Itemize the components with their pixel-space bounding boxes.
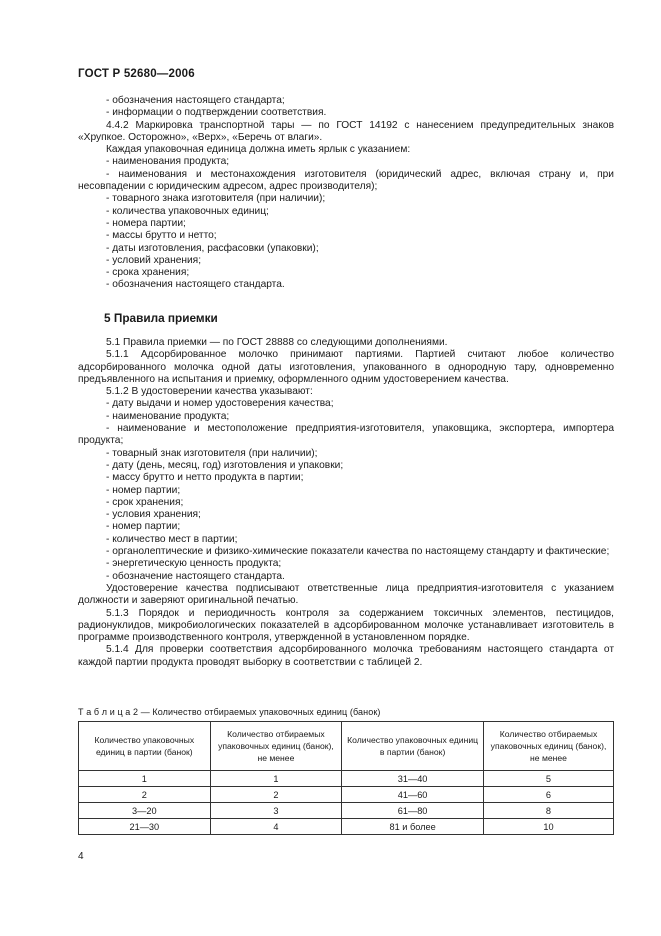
list-item: - товарного знака изготовителя (при наличии); (106, 193, 326, 205)
clause-5-1-2: 5.1.2 В удостоверении качества указывают: (106, 386, 313, 398)
acceptance-rules-block (78, 337, 614, 669)
table-cell: 1 (79, 771, 211, 787)
marking-block (78, 95, 614, 292)
table-caption: Т а б л и ц а 2 — Количество отбираемых упаковочных единиц (банок) (78, 707, 381, 717)
list-item: - обозначение настоящего стандарта. (106, 570, 285, 582)
table-row (79, 787, 614, 803)
table-cell: 2 (210, 787, 342, 803)
list-item: - срока хранения; (106, 267, 190, 279)
document-header: ГОСТ Р 52680—2006 (78, 68, 195, 80)
list-item: - наименование и местоположение предприятия-изготовителя, упаковщика, экспортера, импортера продукта; (78, 423, 614, 447)
list-item: - срок хранения; (106, 496, 184, 508)
column-header: Количество отбираемых упаковочных единиц (банок), не менее (210, 722, 342, 771)
page-number: 4 (78, 851, 84, 862)
list-item: - энергетическую ценность продукта; (106, 558, 282, 570)
table-cell: 5 (483, 771, 613, 787)
table-cell: 21—30 (79, 819, 211, 835)
table-cell: 41—60 (342, 787, 484, 803)
clause-5-1-1: 5.1.1 Адсорбированное молочко принимают партиями. Партией считают любое количество адсорбированного молочка одной даты изготовления, упакованного в однородную тару, одновременно предъявленного на испытания и приемку, оформленного одним удостоверением качества. (78, 349, 614, 385)
list-item: - номер партии; (106, 521, 181, 533)
list-item: - товарный знак изготовителя (при наличии); (106, 447, 318, 459)
list-item: - количества упаковочных единиц; (106, 205, 269, 217)
list-item: - дату выдачи и номер удостоверения качества; (106, 398, 334, 410)
table-row (79, 803, 614, 819)
list-item: - условий хранения; (106, 254, 202, 266)
column-header: Количество упаковочных единиц в партии (банок) (342, 722, 484, 771)
certificate-signing: Удостоверение качества подписывают ответственные лица предприятия-изготовителя с указанием должности и заверяют оригинальной печатью. (78, 582, 614, 607)
table-cell: 3—20 (79, 803, 211, 819)
sampling-table (78, 721, 614, 835)
list-item: - наименования продукта; (106, 156, 230, 168)
label-intro: Каждая упаковочная единица должна иметь ярлык с указанием: (106, 144, 411, 156)
table-cell: 81 и более (342, 819, 484, 835)
list-item: - обозначения настоящего стандарта; (106, 95, 285, 106)
table-cell: 10 (483, 819, 613, 835)
list-item: - номера партии; (106, 217, 186, 229)
list-item: - информации о подтверждении соответствия. (106, 107, 327, 119)
table-cell: 3 (210, 803, 342, 819)
list-item: - массу брутто и нетто продукта в партии; (106, 472, 304, 484)
table-cell: 6 (483, 787, 613, 803)
list-item: - обозначения настоящего стандарта. (106, 279, 285, 291)
table-cell: 4 (210, 819, 342, 835)
clause-5-1-4: 5.1.4 Для проверки соответствия адсорбированного молочка требованиям настоящего стандарта от каждой партии продукта проводят выборку в соответствии с таблицей 2. (78, 644, 614, 668)
column-header: Количество отбираемых упаковочных единиц (банок), не менее (483, 722, 613, 771)
list-item: - органолептические и физико-химические показатели качества по настоящему стандарту и фактические; (106, 546, 610, 558)
table-cell: 31—40 (342, 771, 484, 787)
list-item: - наименование продукта; (106, 410, 230, 422)
table-cell: 1 (210, 771, 342, 787)
table-cell: 2 (79, 787, 211, 803)
clause-5-1-3: 5.1.3 Порядок и периодичность контроля за содержанием токсичных элементов, пестицидов, радионуклидов, микробиологических показателей в адсорбированном молочке устанавливает изготовитель в программе производственного контроля, утвержденной в установленном порядке. (78, 607, 614, 644)
list-item: - даты изготовления, расфасовки (упаковки); (106, 242, 319, 254)
table-row (79, 771, 614, 787)
table-cell: 61—80 (342, 803, 484, 819)
list-item: - дату (день, месяц, год) изготовления и упаковки; (106, 459, 344, 471)
column-header: Количество упаковочных единиц в партии (банок) (79, 722, 211, 771)
list-item: - условия хранения; (106, 509, 201, 521)
section-heading: 5 Правила приемки (104, 311, 218, 325)
clause-4-4-2: 4.4.2 Маркировка транспортной тары — по ГОСТ 14192 с нанесением предупредительных знаков «Хрупкое. Осторожно», «Верх», «Беречь от влаги». (78, 119, 614, 143)
list-item: - наименования и местонахождения изготовителя (юридический адрес, включая страну и, при несовпадении с юридическим адресом, адрес производителя); (78, 168, 614, 193)
list-item: - массы брутто и нетто; (106, 230, 217, 242)
clause-5-1: 5.1 Правила приемки — по ГОСТ 28888 со следующими дополнениями. (106, 337, 448, 348)
table-header-row (79, 722, 614, 771)
list-item: - номер партии; (106, 484, 181, 496)
table-row (79, 819, 614, 835)
list-item: - количество мест в партии; (106, 533, 238, 545)
table-cell: 8 (483, 803, 613, 819)
